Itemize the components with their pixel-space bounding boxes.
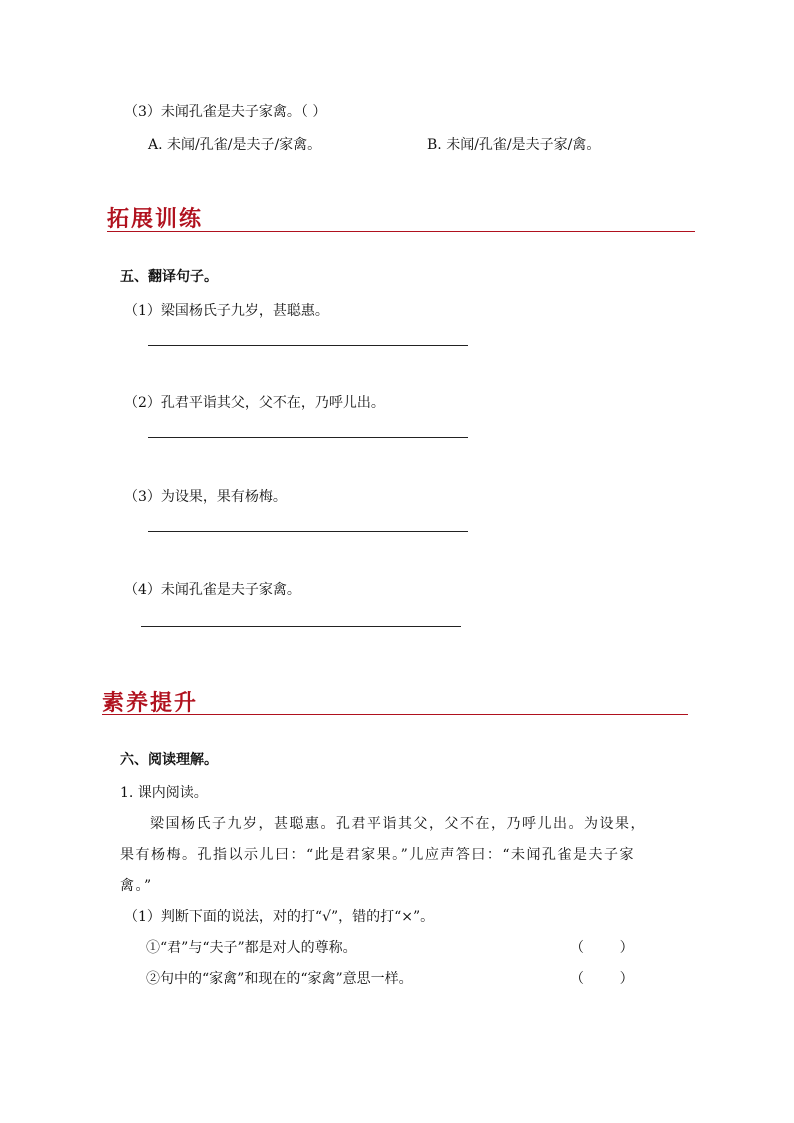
- answer-line-4[interactable]: [141, 626, 461, 627]
- translate-item-1: （1）梁国杨氏子九岁，甚聪惠。: [124, 303, 329, 319]
- answer-line-1[interactable]: [148, 345, 468, 346]
- judge-item-2: ②句中的“家禽”和现在的“家禽”意思一样。: [146, 971, 413, 987]
- judge-stem: （1）判断下面的说法，对的打“√”，错的打“×”。: [124, 909, 435, 925]
- sub-question-1-label: 1. 课内阅读。: [120, 785, 208, 801]
- passage-line-3: 禽。”: [120, 878, 153, 894]
- passage-line-2: 果有杨梅。孔指以示儿曰：“此是君家果。”儿应声答曰：“未闻孔雀是夫子家: [120, 847, 635, 863]
- option-b[interactable]: B. 未闻/孔雀/是夫子家/禽。: [427, 137, 601, 153]
- section-title-suyang: 素养提升: [102, 691, 199, 716]
- question-3-stem: （3）未闻孔雀是夫子家禽。（ ）: [124, 104, 327, 120]
- answer-line-3[interactable]: [148, 531, 468, 532]
- section-divider-tuozhan: [107, 231, 695, 232]
- passage-line-1: 梁国杨氏子九岁，甚聪惠。孔君平诣其父，父不在，乃呼儿出。为设果，: [150, 816, 646, 832]
- section-divider-suyang: [102, 714, 688, 715]
- judge-answer-paren-1[interactable]: （ ）: [570, 940, 634, 956]
- judge-answer-paren-2[interactable]: （ ）: [570, 971, 634, 987]
- option-a[interactable]: A. 未闻/孔雀/是夫子/家禽。: [148, 137, 322, 153]
- translate-item-3: （3）为设果，果有杨梅。: [124, 489, 287, 505]
- translate-item-4: （4）未闻孔雀是夫子家禽。: [124, 582, 301, 598]
- translate-item-2: （2）孔君平诣其父，父不在，乃呼儿出。: [124, 395, 385, 411]
- answer-line-2[interactable]: [148, 437, 468, 438]
- judge-item-1: ①“君”与“夫子”都是对人的尊称。: [146, 940, 357, 956]
- section-title-tuozhan: 拓展训练: [107, 207, 204, 232]
- question-5-heading: 五、翻译句子。: [120, 269, 218, 285]
- question-6-heading: 六、阅读理解。: [120, 752, 218, 768]
